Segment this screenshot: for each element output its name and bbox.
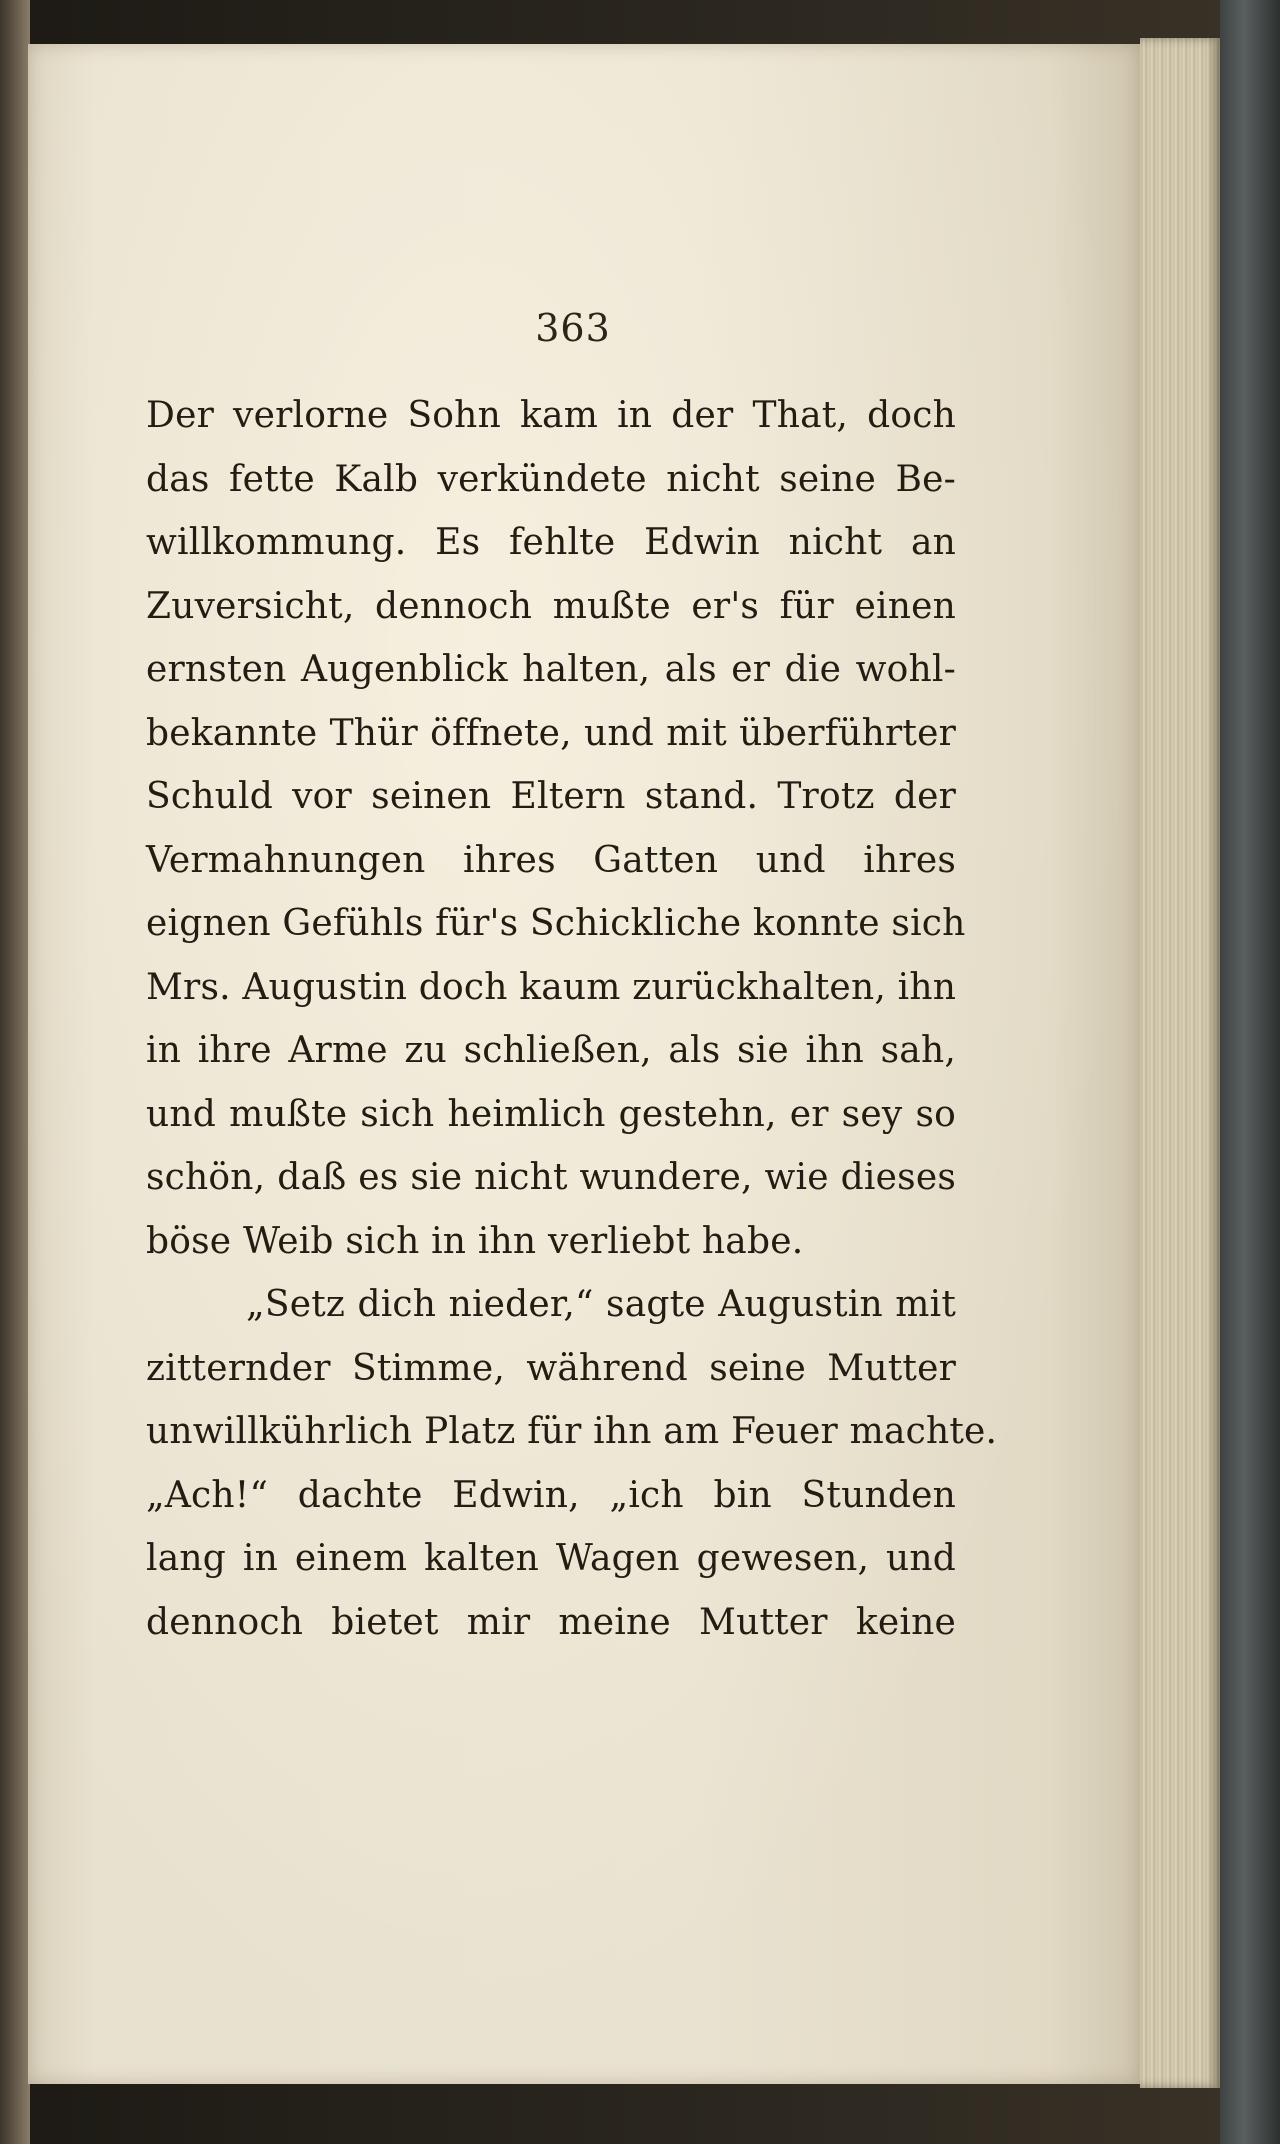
text-line: böse Weib sich in ihn verliebt habe. xyxy=(146,1220,804,1262)
text-line: Der verlorne Sohn kam in der That, doch xyxy=(146,395,956,436)
text-line: „Ach!“ dachte Edwin, „ich bin Stunden xyxy=(146,1474,956,1516)
text-line: und mußte sich heimlich gestehn, er sey so xyxy=(146,1093,956,1135)
text-line: willkommung. Es fehlte Edwin nicht an xyxy=(146,522,956,563)
book-cover-left xyxy=(0,0,30,2144)
text-line: lang in einem kalten Wagen gewesen, und xyxy=(146,1538,956,1579)
text-line: Mrs. Augustin doch kaum zurückhalten, ihn xyxy=(146,966,957,1008)
page-number: 363 xyxy=(535,306,611,350)
page-edges xyxy=(1140,38,1220,2088)
page-text xyxy=(146,384,998,1654)
book-page xyxy=(28,44,1140,2084)
text-line: „Setz dich nieder,“ sagte Augustin mit xyxy=(246,1284,956,1325)
text-line: unwillkührlich Platz für ihn am Feuer machte. xyxy=(146,1411,998,1452)
text-line: eignen Gefühls für's Schickliche konnte sich xyxy=(146,903,966,944)
text-line: zitternder Stimme, während seine Mutter xyxy=(146,1347,956,1389)
text-line: schön, daß es sie nicht wundere, wie dieses xyxy=(146,1157,956,1198)
text-line: Zuversicht, dennoch mußte er's für einen xyxy=(146,585,956,627)
text-line: ernsten Augenblick halten, als er die wohl- xyxy=(146,649,956,690)
text-line: dennoch bietet mir meine Mutter keine xyxy=(146,1601,956,1643)
text-line: Vermahnungen ihres Gatten und ihres xyxy=(146,839,956,881)
book-cover-right xyxy=(1220,0,1280,2144)
text-line: Schuld vor seinen Eltern stand. Trotz der xyxy=(146,776,956,817)
text-line: das fette Kalb verkündete nicht seine Be- xyxy=(146,458,956,500)
text-line: bekannte Thür öffnete, und mit überführter xyxy=(146,712,956,754)
text-line: in ihre Arme zu schließen, als sie ihn sah, xyxy=(146,1030,956,1071)
